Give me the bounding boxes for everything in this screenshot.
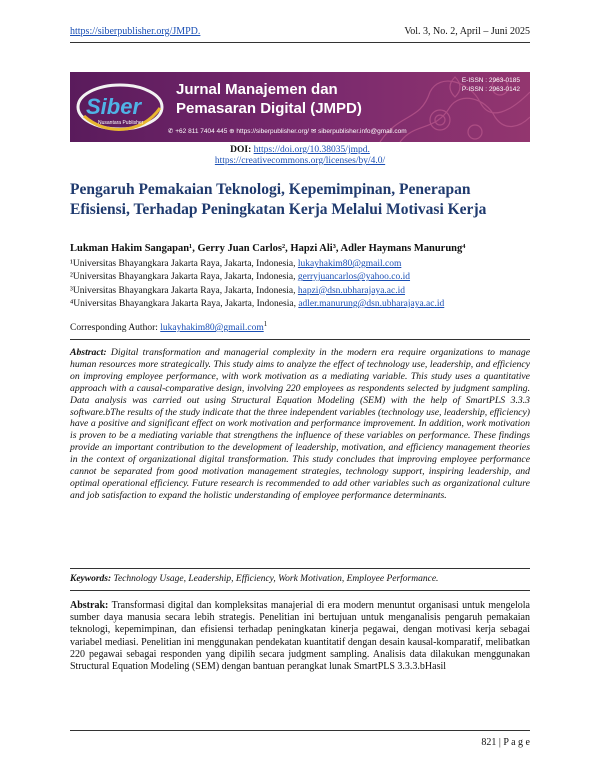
license-line bbox=[0, 156, 600, 167]
journal-title: Jurnal Manajemen dan Pemasaran Digital (JMPD) bbox=[176, 81, 362, 117]
corresponding-email-link[interactable]: lukayhakim80@gmail.com bbox=[160, 323, 264, 334]
eissn: E-ISSN : 2963-0185 bbox=[461, 77, 520, 84]
affiliation-4: ⁴Universitas Bhayangkara Jakarta Raya, Jakarta, Indonesia, adler.manurung@dsn.ubharajaya.ac.id bbox=[70, 298, 445, 309]
page-number: 821 | P a g e bbox=[481, 737, 530, 748]
abstract-indonesian bbox=[70, 600, 530, 673]
abstract-text: Digital transformation and managerial complexity in the modern era require organizations to manage human resources more strategically. This study aims to analyze the effect of technology use, leadership, and efficiency on improving employee performance, with work motivation as a mediating variable. This study uses a quantitative approach with a causal-comparative design, involving 220 employees as respondents selected by judgment sampling. Data analysis was carried out using Structural Equation Modeling (SEM) with the help of SmartPLS 3.3.3 software.bThe results of the study indicate that the three independent variables (technology use, leadership, efficiency) have a positive and significant effect on work motivation and performance improvement. In addition, work motivation is proven to be a mediating variable that strengthens the influence of these variables on performance. These findings provide an important contribution to the development of leadership, motivation, and efficiency management theories in the context of organizational digital transformation. This study concludes that improving employee performance cannot be separated from good motivation management strategies, technology support, inspiring leadership, and optimal operational efficiency. Future research is recommended to add other variables such as organizational culture and job satisfaction to expand the holistic understanding of employee performance determinants. bbox=[70, 347, 530, 501]
doi-link[interactable]: https://doi.org/10.38035/jmpd. bbox=[253, 145, 370, 155]
pissn: P-ISSN : 2963-0142 bbox=[461, 86, 520, 93]
siber-logo bbox=[76, 78, 164, 136]
author-3-email-link[interactable]: hapzi@dsn.ubharajaya.ac.id bbox=[297, 285, 406, 296]
siber-logo-icon bbox=[76, 78, 164, 136]
journal-banner bbox=[70, 72, 530, 142]
volume-info: Vol. 3, No. 2, April – Juni 2025 bbox=[404, 26, 530, 37]
author-1-email-link[interactable]: lukayhakim80@gmail.com bbox=[297, 259, 402, 269]
keywords bbox=[70, 574, 530, 584]
keywords-top-rule bbox=[70, 568, 530, 569]
author-2-email-link[interactable]: gerryjuancarlos@yahoo.co.id bbox=[297, 272, 411, 283]
footer-rule bbox=[70, 730, 530, 731]
svg-text:Nusantara Publisher: Nusantara Publisher bbox=[98, 120, 144, 126]
abstract-label: Abstract: bbox=[70, 347, 107, 358]
keywords-label: Keywords: bbox=[70, 574, 112, 584]
abstrak-text: Transformasi digital dan kompleksitas manajerial di era modern menuntut organisasi untuk mengelola sumber daya manusia secara lebih strategis. Penelitian ini bertujuan untuk menganalisis pengaruh pemakaian teknologi, kepemimpinan, dan efisiensi terhadap peningkatan kinerja pegawai, dengan motivasi kerja sebagai variabel mediasi. Penelitian ini menggunakan pendekatan kuantitatif dengan desain kausal-komparatif, melibatkan 220 pegawai sebagai responden yang dipilih secara judgment sampling. Analisis data dilakukan menggunakan Structural Equation Modeling (SEM) dengan bantuan perangkat lunak SmartPLS 3.3.3.bHasil bbox=[70, 600, 531, 673]
keywords-text: Technology Usage, Leadership, Efficiency, Work Motivation, Employee Performance. bbox=[113, 574, 439, 584]
article-title: Pengaruh Pemakaian Teknologi, Kepemimpinan, Penerapan Efisiensi, Terhadap Peningkatan Kerja Melalui Motivasi Kerja bbox=[70, 181, 487, 218]
corresponding-author: Corresponding Author: lukayhakim80@gmail.com$^1$ bbox=[70, 320, 268, 334]
affiliation-3: ³Universitas Bhayangkara Jakarta Raya, Jakarta, Indonesia, hapzi@dsn.ubharajaya.ac.id bbox=[70, 285, 406, 296]
header-rule bbox=[70, 42, 530, 43]
affiliation-1: ¹Universitas Bhayangkara Jakarta Raya, Jakarta, Indonesia, lukayhakim80@gmail.com bbox=[70, 259, 402, 269]
author-list: Lukman Hakim Sangapan¹, Gerry Juan Carlos², Hapzi Ali³, Adler Haymans Manurung⁴ bbox=[70, 243, 466, 254]
keywords-bottom-rule bbox=[70, 590, 530, 591]
affiliations bbox=[70, 258, 530, 311]
running-header bbox=[70, 26, 530, 37]
journal-url-link[interactable]: https://siberpublisher.org/JMPD. bbox=[70, 26, 201, 37]
journal-contacts: ✆ +62 811 7404 445 ⊕ https://siberpublisher.org/ ✉ siberpublisher.info@gmail.com bbox=[168, 128, 407, 135]
license-link[interactable]: https://creativecommons.org/licenses/by/4.0/ bbox=[214, 156, 386, 166]
issn-block bbox=[462, 76, 520, 94]
doi-line bbox=[0, 145, 600, 156]
abstrak-label: Abstrak: bbox=[70, 600, 109, 611]
abstract-english bbox=[70, 347, 530, 502]
svg-text:Siber: Siber bbox=[86, 94, 142, 119]
affiliation-2: ²Universitas Bhayangkara Jakarta Raya, Jakarta, Indonesia, gerryjuancarlos@yahoo.co.id bbox=[70, 272, 411, 283]
author-4-email-link[interactable]: adler.manurung@dsn.ubharajaya.ac.id bbox=[298, 298, 445, 309]
doi-label: DOI: bbox=[230, 145, 252, 155]
abstract-top-rule bbox=[70, 339, 530, 340]
